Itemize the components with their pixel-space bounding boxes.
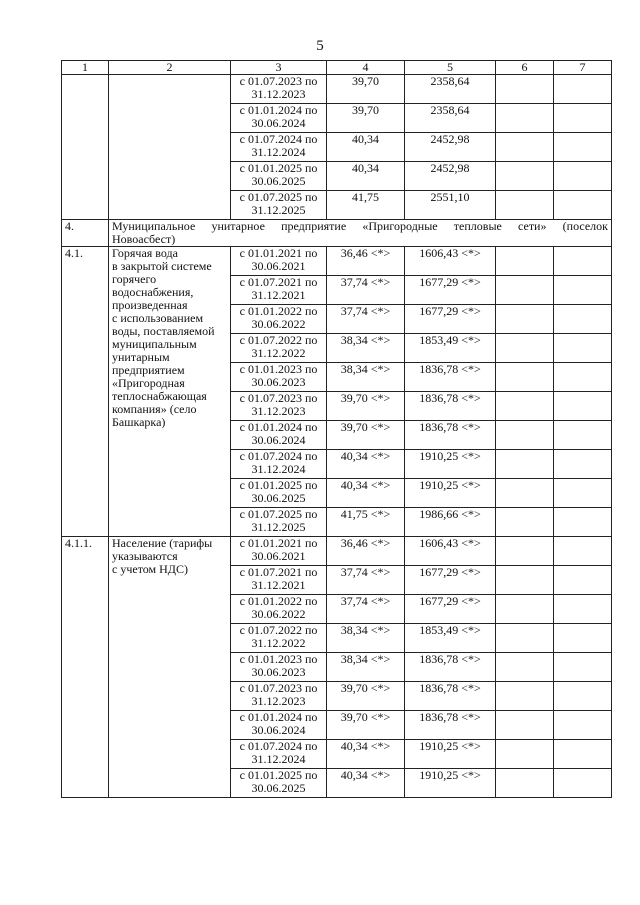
tariff-value-col4: 38,34 <*> — [327, 334, 405, 363]
tariff-value-col4: 37,74 <*> — [327, 566, 405, 595]
tariff-value-col4: 40,34 <*> — [327, 769, 405, 798]
tariff-value-col4: 39,70 <*> — [327, 711, 405, 740]
table-row — [62, 75, 612, 104]
tariff-value-col5: 1986,66 <*> — [405, 508, 496, 537]
tariff-value-col4: 36,46 <*> — [327, 537, 405, 566]
empty-cell-col7 — [554, 450, 612, 479]
empty-cell-col6 — [496, 740, 554, 769]
empty-cell-col7 — [554, 133, 612, 162]
empty-cell-col6 — [496, 711, 554, 740]
period-cell: с 01.07.2023 по 31.12.2023 — [231, 682, 327, 711]
empty-cell-col6 — [496, 363, 554, 392]
tariff-value-col4: 40,34 — [327, 133, 405, 162]
table-body — [62, 61, 612, 798]
tariff-value-col5: 1910,25 <*> — [405, 450, 496, 479]
tariff-value-col5: 1606,43 <*> — [405, 247, 496, 276]
empty-cell-col7 — [554, 566, 612, 595]
empty-cell-col6 — [496, 479, 554, 508]
empty-cell-col7 — [554, 479, 612, 508]
tariff-value-col5: 1677,29 <*> — [405, 595, 496, 624]
column-header: 6 — [496, 61, 554, 75]
empty-cell-col7 — [554, 363, 612, 392]
tariff-value-col4: 37,74 <*> — [327, 595, 405, 624]
empty-cell-col7 — [554, 191, 612, 220]
empty-cell-col7 — [554, 624, 612, 653]
column-header: 3 — [231, 61, 327, 75]
tariff-value-col4: 40,34 <*> — [327, 450, 405, 479]
period-cell: с 01.07.2023 по 31.12.2023 — [231, 75, 327, 104]
period-cell: с 01.07.2025 по 31.12.2025 — [231, 191, 327, 220]
tariff-value-col4: 39,70 — [327, 75, 405, 104]
tariff-value-col4: 38,34 <*> — [327, 363, 405, 392]
empty-cell-col6 — [496, 508, 554, 537]
period-cell: с 01.01.2025 по 30.06.2025 — [231, 769, 327, 798]
empty-cell-col7 — [554, 595, 612, 624]
tariff-value-col4: 40,34 — [327, 162, 405, 191]
tariff-value-col5: 1836,78 <*> — [405, 711, 496, 740]
empty-cell-col7 — [554, 537, 612, 566]
tariff-value-col5: 2452,98 — [405, 162, 496, 191]
period-cell: с 01.01.2025 по 30.06.2025 — [231, 479, 327, 508]
empty-cell-col6 — [496, 566, 554, 595]
period-cell: с 01.01.2021 по 30.06.2021 — [231, 247, 327, 276]
empty-cell-col7 — [554, 334, 612, 363]
empty-cell-col6 — [496, 191, 554, 220]
table-row — [62, 247, 612, 276]
tariff-value-col5: 1910,25 <*> — [405, 769, 496, 798]
page-number: 5 — [316, 38, 324, 54]
column-header: 7 — [554, 61, 612, 75]
empty-cell-col7 — [554, 508, 612, 537]
empty-cell-col6 — [496, 450, 554, 479]
empty-cell-col7 — [554, 421, 612, 450]
column-header: 4 — [327, 61, 405, 75]
row-number: 4.1.1. — [62, 537, 109, 798]
tariff-value-col5: 1853,49 <*> — [405, 334, 496, 363]
empty-cell-col6 — [496, 653, 554, 682]
tariff-value-col5: 1836,78 <*> — [405, 421, 496, 450]
tariff-value-col5: 1836,78 <*> — [405, 363, 496, 392]
empty-cell-col7 — [554, 75, 612, 104]
empty-cell-col7 — [554, 305, 612, 334]
empty-cell-col6 — [496, 104, 554, 133]
column-header: 1 — [62, 61, 109, 75]
section-number: 4. — [62, 220, 109, 247]
tariff-value-col4: 39,70 <*> — [327, 392, 405, 421]
empty-cell-col6 — [496, 392, 554, 421]
table-row — [62, 537, 612, 566]
tariff-value-col5: 1853,49 <*> — [405, 624, 496, 653]
row-number — [62, 75, 109, 220]
tariff-value-col4: 39,70 <*> — [327, 682, 405, 711]
empty-cell-col7 — [554, 740, 612, 769]
column-header: 5 — [405, 61, 496, 75]
period-cell: с 01.01.2024 по 30.06.2024 — [231, 711, 327, 740]
tariff-value-col4: 40,34 <*> — [327, 479, 405, 508]
empty-cell-col6 — [496, 334, 554, 363]
section-title — [109, 220, 612, 247]
tariff-value-col4: 38,34 <*> — [327, 653, 405, 682]
period-cell: с 01.07.2024 по 31.12.2024 — [231, 740, 327, 769]
empty-cell-col7 — [554, 682, 612, 711]
period-cell: с 01.07.2022 по 31.12.2022 — [231, 334, 327, 363]
empty-cell-col7 — [554, 247, 612, 276]
tariff-value-col5: 1677,29 <*> — [405, 305, 496, 334]
period-cell: с 01.01.2023 по 30.06.2023 — [231, 363, 327, 392]
section-title-line2: Новоасбест) — [112, 232, 176, 246]
tariff-value-col5: 2358,64 — [405, 104, 496, 133]
period-cell: с 01.07.2021 по 31.12.2021 — [231, 566, 327, 595]
row-number: 4.1. — [62, 247, 109, 537]
empty-cell-col7 — [554, 769, 612, 798]
empty-cell-col7 — [554, 711, 612, 740]
row-description — [109, 75, 231, 220]
period-cell: с 01.01.2022 по 30.06.2022 — [231, 595, 327, 624]
tariff-value-col4: 37,74 <*> — [327, 276, 405, 305]
period-cell: с 01.01.2021 по 30.06.2021 — [231, 537, 327, 566]
row-description: Население (тарифы указываются с учетом НДС) — [109, 537, 231, 798]
tariff-value-col4: 39,70 <*> — [327, 421, 405, 450]
period-cell: с 01.07.2024 по 31.12.2024 — [231, 450, 327, 479]
row-description: Горячая вода в закрытой системе горячего водоснабжения, произведенная с использованием воды, поставляемой муниципальным унитарным предприятием «Пригородная теплоснабжающая компания» (село Башкарка) — [109, 247, 231, 537]
tariff-value-col4: 39,70 — [327, 104, 405, 133]
tariff-value-col4: 41,75 — [327, 191, 405, 220]
tariff-value-col5: 1677,29 <*> — [405, 566, 496, 595]
empty-cell-col7 — [554, 653, 612, 682]
period-cell: с 01.07.2025 по 31.12.2025 — [231, 508, 327, 537]
tariff-value-col5: 1836,78 <*> — [405, 392, 496, 421]
tariff-value-col5: 1910,25 <*> — [405, 740, 496, 769]
tariff-value-col5: 1836,78 <*> — [405, 682, 496, 711]
tariff-value-col5: 1836,78 <*> — [405, 653, 496, 682]
empty-cell-col7 — [554, 162, 612, 191]
tariff-value-col4: 36,46 <*> — [327, 247, 405, 276]
period-cell: с 01.01.2022 по 30.06.2022 — [231, 305, 327, 334]
tariff-value-col5: 2358,64 — [405, 75, 496, 104]
period-cell: с 01.07.2023 по 31.12.2023 — [231, 392, 327, 421]
period-cell: с 01.01.2025 по 30.06.2025 — [231, 162, 327, 191]
section-title-line1: Муниципальное унитарное предприятие «Пригородные тепловые сети» (поселок — [112, 219, 608, 233]
tariff-table — [61, 60, 612, 798]
tariff-value-col5: 2452,98 — [405, 133, 496, 162]
tariff-value-col5: 2551,10 — [405, 191, 496, 220]
empty-cell-col6 — [496, 769, 554, 798]
period-cell: с 01.07.2021 по 31.12.2021 — [231, 276, 327, 305]
tariff-value-col5: 1677,29 <*> — [405, 276, 496, 305]
empty-cell-col6 — [496, 624, 554, 653]
empty-cell-col6 — [496, 247, 554, 276]
empty-cell-col6 — [496, 537, 554, 566]
tariff-value-col4: 41,75 <*> — [327, 508, 405, 537]
tariff-value-col5: 1606,43 <*> — [405, 537, 496, 566]
empty-cell-col7 — [554, 276, 612, 305]
empty-cell-col7 — [554, 392, 612, 421]
empty-cell-col6 — [496, 133, 554, 162]
column-header: 2 — [109, 61, 231, 75]
period-cell: с 01.01.2024 по 30.06.2024 — [231, 421, 327, 450]
empty-cell-col6 — [496, 682, 554, 711]
period-cell: с 01.07.2024 по 31.12.2024 — [231, 133, 327, 162]
empty-cell-col6 — [496, 75, 554, 104]
empty-cell-col6 — [496, 421, 554, 450]
empty-cell-col6 — [496, 162, 554, 191]
empty-cell-col6 — [496, 595, 554, 624]
period-cell: с 01.01.2024 по 30.06.2024 — [231, 104, 327, 133]
tariff-value-col5: 1910,25 <*> — [405, 479, 496, 508]
period-cell: с 01.07.2022 по 31.12.2022 — [231, 624, 327, 653]
header-row — [62, 61, 612, 75]
section-row — [62, 220, 612, 247]
tariff-value-col4: 38,34 <*> — [327, 624, 405, 653]
tariff-value-col4: 40,34 <*> — [327, 740, 405, 769]
empty-cell-col6 — [496, 305, 554, 334]
empty-cell-col6 — [496, 276, 554, 305]
empty-cell-col7 — [554, 104, 612, 133]
period-cell: с 01.01.2023 по 30.06.2023 — [231, 653, 327, 682]
tariff-value-col4: 37,74 <*> — [327, 305, 405, 334]
